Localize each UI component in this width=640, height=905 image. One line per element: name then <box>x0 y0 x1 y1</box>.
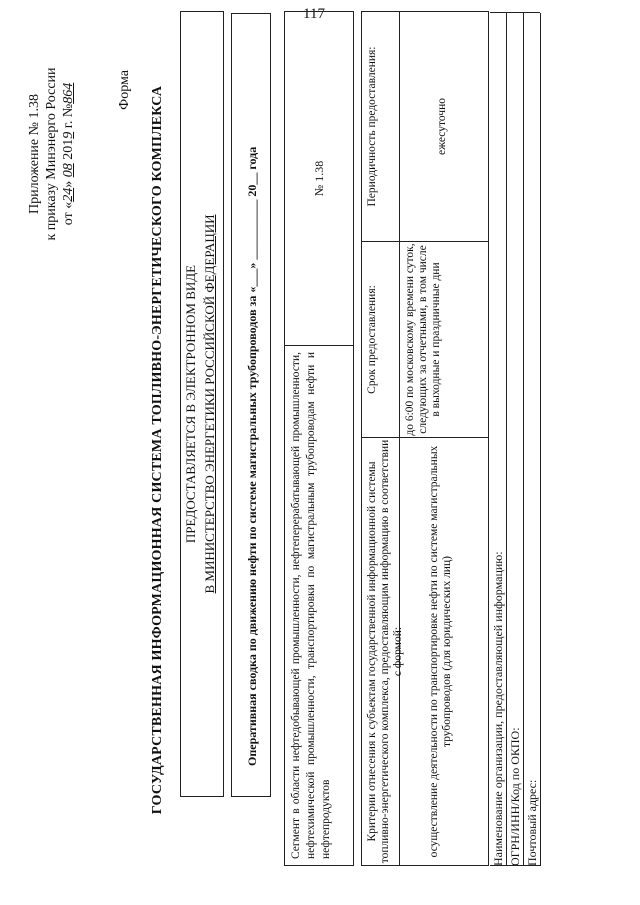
info-left-border <box>490 865 540 866</box>
appendix-line3: от «24» 08 2019 г. №864 <box>61 82 76 226</box>
page-number: 117 <box>303 6 325 22</box>
appendix-header <box>26 24 77 284</box>
deadline-value: до 6:00 по московскому времени суток, следующих за отчетными, в том числе в выходные и праздничные дни <box>400 241 488 437</box>
segment-box <box>284 11 354 866</box>
org-name-field[interactable]: Наименование организации, предоставляющей информацию: <box>490 13 507 866</box>
info-bottom-border <box>540 13 541 866</box>
appendix-year-digit: 9 <box>61 131 76 139</box>
periodicity-value: ежесуточно <box>436 98 448 156</box>
criteria-table <box>361 11 489 866</box>
criteria-value: осуществление деятельности по транспортировке нефти по системе магистральных трубопроводов (для юридических лиц) <box>400 437 488 865</box>
report-title: Оперативная сводка по движению нефти по системе магистральных трубопроводов за «___» __________ 20__ года <box>245 146 259 766</box>
segment-text: Сегмент в области нефтедобывающей промышленности, нефтеперерабатывающей промышленности, нефтехимической промышленности, транспортировки по магистральным трубопроводам нефти и нефтепродуктов <box>285 345 353 865</box>
submission-line1: ПРЕДОСТАВЛЯЕТСЯ В ЭЛЕКТРОННОМ ВИДЕ <box>183 264 198 544</box>
appendix-line1: Приложение № 1.38 <box>27 94 42 214</box>
report-title-box <box>231 13 271 797</box>
appendix-month: 08 <box>61 163 76 178</box>
form-label: Форма <box>117 70 132 110</box>
appendix-number: 864 <box>61 82 76 104</box>
submission-box <box>180 11 224 797</box>
criteria-header: Критерии отнесения к субъектам государственной информационной системы топливно-энергетического комплекса, предоставляющим информацию в соответствии с формой: <box>362 437 400 865</box>
periodicity-header: Периодичность предоставления: <box>362 12 400 241</box>
appendix-line2: к приказу Минэнерго России <box>44 67 59 241</box>
form-code: № 1.38 <box>312 160 326 197</box>
deadline-header: Срок предоставления: <box>362 241 400 437</box>
submission-line2: В МИНИСТЕРСТВО ЭНЕРГЕТИКИ РОССИЙСКОЙ ФЕДЕРАЦИИ <box>202 214 217 594</box>
rotated-form-sheet <box>20 10 620 890</box>
address-field[interactable]: Почтовый адрес: <box>525 779 539 866</box>
ogrn-field[interactable]: ОГРН/ИНН/Код по ОКПО: <box>507 13 524 866</box>
info-right-border <box>490 12 540 13</box>
appendix-day: 24 <box>61 187 76 202</box>
organization-info <box>490 13 540 866</box>
main-title: ГОСУДАРСТВЕННАЯ ИНФОРМАЦИОННАЯ СИСТЕМА ТОПЛИВНО-ЭНЕРГЕТИЧЕСКОГО КОМПЛЕКСА <box>150 85 165 815</box>
